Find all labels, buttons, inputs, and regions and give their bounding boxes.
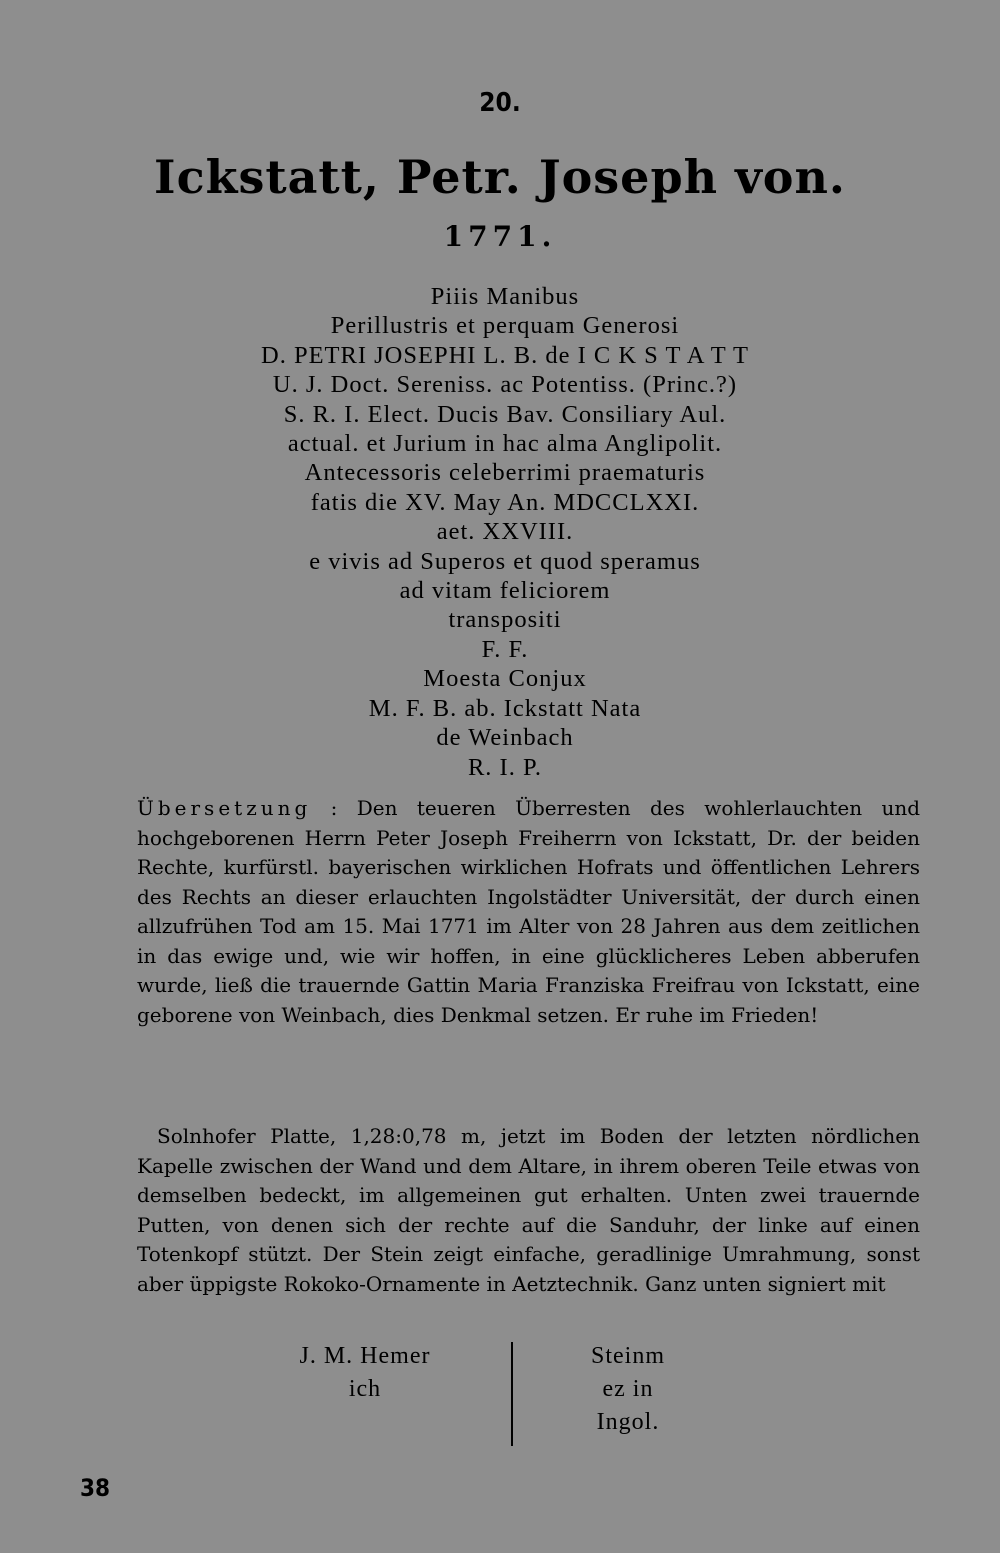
signature-line: Steinm: [590, 1343, 665, 1369]
inscription-line: de Weinbach: [436, 724, 574, 752]
signature-line: Ingol.: [596, 1409, 660, 1435]
page-number: 38: [80, 1474, 111, 1502]
inscription-line: e vivis ad Superos et quod speramus: [309, 547, 701, 575]
signature-block: [0, 1340, 1000, 1450]
inscription-line: Piiis Manibus: [430, 283, 580, 310]
entry-number: 20.: [479, 88, 521, 118]
inscription-line: Perillustris et perquam Generosi: [330, 312, 680, 340]
inscription-line: Moesta Conjux: [423, 665, 587, 693]
inscription-line: S. R. I. Elect. Ducis Bav. Consiliary Aul.: [283, 400, 727, 428]
entry-title: Ickstatt, Petr. Joseph von.: [154, 150, 846, 204]
inscription-line: D. PETRI JOSEPHI L. B. de I C K S T A T T: [261, 341, 749, 369]
description-paragraph: Solnhofer Platte, 1,28:0,78 m, jetzt im Boden der letzten nördlichen Kapelle zwischen der Wand und dem Altare, in ihrem oberen Teile etwas von demselben bedeckt, im allgemeinen gut erhalten. Unten zwei trauernde Putten, von denen sich der rechte auf die Sanduhr, der linke auf einen Totenkopf stützt. Der Stein zeigt einfache, geradlinige Umrahmung, sonst aber üppigste Rokoko-Ornamente in Aetztechnik. Ganz unten signiert mit: [137, 1124, 920, 1296]
signature-line: ich: [348, 1376, 382, 1402]
signature-left-column: [265, 1340, 465, 1406]
signature-right-column: [528, 1340, 728, 1439]
inscription-line: F. F.: [481, 635, 529, 663]
inscription-line: actual. et Jurium in hac alma Anglipolit.: [287, 430, 723, 458]
signature-line: J. M. Hemer: [299, 1343, 431, 1369]
translation-text: : Den teueren Überresten des wohlerlauchten und hochgeborenen Herrn Peter Joseph Freiherrn von Ickstatt, Dr. der beiden Rechte, kurfürstl. bayerischen wirklichen Hofrats und öffentlichen Lehrers des Rechts an dieser erlauchten Ingolstädter Universität, der durch einen allzufrühen Tod am 15. Mai 1771 im Alter von 28 Jahren aus dem zeitlichen in das ewige und, wie wir hoffen, in eine glücklicheres Leben abberufen wurde, ließ die trauernde Gattin Maria Franziska Freifrau von Ickstatt, eine geborene von Weinbach, dies Denkmal setzen. Er ruhe im Frieden!: [137, 796, 921, 1027]
inscription-line: M. F. B. ab. Ickstatt Nata: [368, 694, 642, 722]
inscription-line: fatis die XV. May An. MDCCLXXI.: [310, 488, 700, 516]
inscription-line: transpositi: [448, 606, 562, 634]
entry-year: 1771.: [443, 220, 557, 253]
inscription-line: U. J. Doct. Sereniss. ac Potentiss. (Princ.?): [272, 371, 738, 399]
translation-paragraph: [137, 794, 920, 1030]
signature-line: ez in: [602, 1376, 654, 1402]
inscription-line: R. I. P.: [467, 753, 543, 781]
signature-divider: [511, 1342, 513, 1446]
inscription-line: ad vitam feliciorem: [399, 577, 611, 605]
translation-label: Übersetzung: [137, 796, 312, 820]
inscription-line: aet. XXVIII.: [436, 518, 574, 546]
inscription-line: Antecessoris celeberrimi praematuris: [304, 459, 706, 487]
latin-inscription: [150, 282, 860, 782]
